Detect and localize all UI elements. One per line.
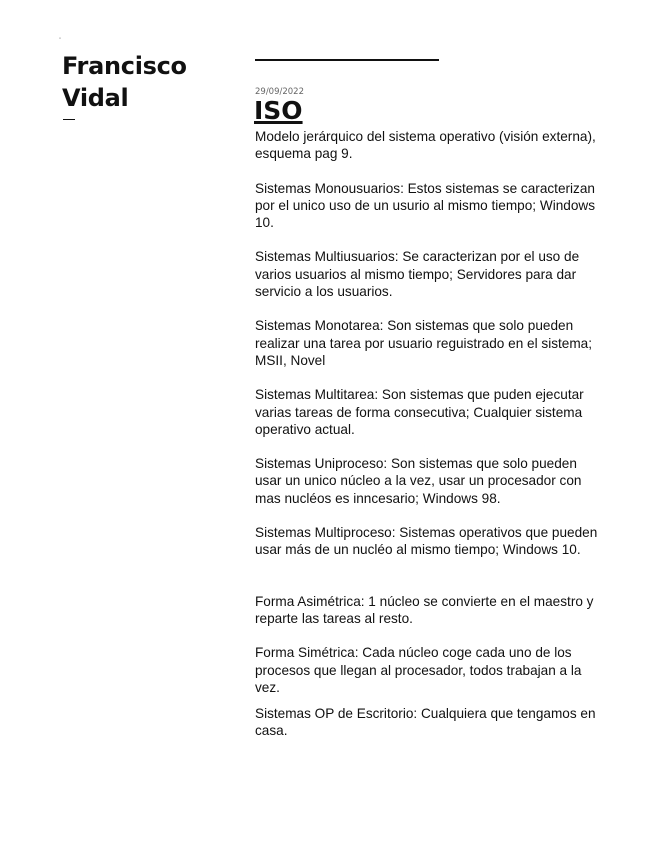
header-divider <box>255 59 439 61</box>
author-last-name: Vidal <box>62 84 129 112</box>
corner-mark: " <box>59 38 62 44</box>
paragraph-asimetrica: Forma Asimétrica: 1 núcleo se convierte en el maestro y reparte las tareas al resto. <box>255 593 594 626</box>
author-name <box>62 50 222 114</box>
note-date: 29/09/2022 <box>255 87 304 97</box>
paragraph-multiusuarios: Sistemas Multiusuarios: Se caracterizan por el uso de varios usuarios al mismo tiempo; Servidores para dar servicio a los usuarios. <box>255 249 580 300</box>
paragraph-simetrica: Forma Simétrica: Cada núcleo coge cada uno de los procesos que llegan al procesador, todos trabajan a la vez. <box>255 645 582 695</box>
author-divider <box>63 119 75 120</box>
note-title: ISO <box>254 96 303 125</box>
note-body <box>255 128 600 740</box>
author-first-name: Francisco <box>62 52 187 80</box>
paragraph-multitarea: Sistemas Multitarea: Son sistemas que puden ejecutar varias tareas de forma consecutiva; Cualquier sistema operativo actual. <box>255 387 584 437</box>
paragraph-monotarea: Sistemas Monotarea: Son sistemas que solo pueden realizar una tarea por usuario reguistrado en el sistema; MSII, Novel <box>255 318 593 368</box>
paragraph-monousuarios: Sistemas Monousuarios: Estos sistemas se caracterizan por el unico uso de un usurio al mismo tiempo; Windows 10. <box>255 180 596 231</box>
paragraph-escritorio: Sistemas OP de Escritorio: Cualquiera que tengamos en casa. <box>255 706 596 739</box>
paragraph-uniproceso: Sistemas Uniproceso: Son sistemas que solo pueden usar un unico núcleo a la vez, usar un procesador con mas nucléos es inncesario; Windows 98. <box>255 456 582 506</box>
paragraph-modelo: Modelo jerárquico del sistema operativo (visión externa), esquema pag 9. <box>255 129 596 162</box>
paragraph-multiproceso: Sistemas Multiproceso: Sistemas operativos que pueden usar más de un nucléo al mismo tiempo; Windows 10. <box>255 525 598 558</box>
